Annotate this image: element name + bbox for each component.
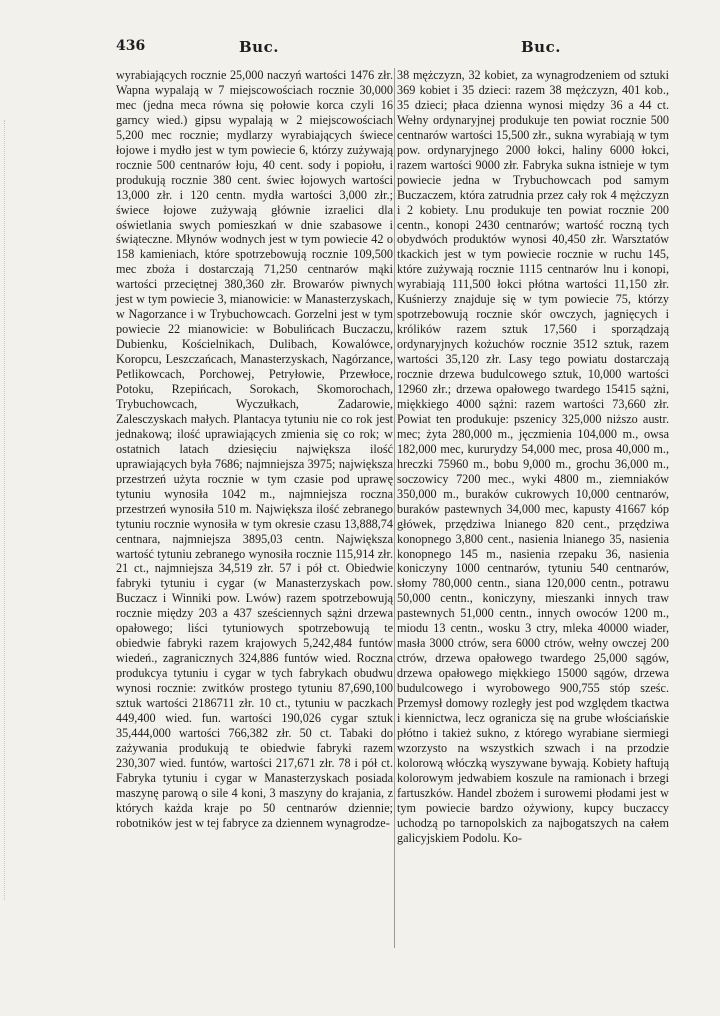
running-head-left: Buc. (239, 38, 279, 56)
page-number: 436 (116, 38, 146, 54)
text-column-left (116, 68, 393, 831)
text-column-right (397, 68, 669, 846)
column-right-text: 38 mężczyzn, 32 kobiet, za wynagrodzeniem od sztuki 369 kobiet i 35 dzieci: razem 38 mężczyzn, 401 kob., 35 dzieci; płaca dzienna wynosi między 36 a 44 ct. Wełny ordynaryjnej produkuje ten powiat rocznie 500 centnarów wartości 15,500 złr., sukna wyrabiają w tym pow. ordynaryjnego 2000 łokci, haliny 6000 łokci, razem wartości 9000 złr. Fabryka sukna istnieje w tym powiecie jedna w Trybuchowcach pod samym Buczaczem, która zatrudnia przez cały rok 4 mężczyzn i 2 kobiety. Lnu produkuje ten powiat rocznie 200 centn., konopi 2430 centnarów; wartość roczną tych obydwóch produktów wynosi 40,450 złr. Warsztatów tkackich jest w tym powiecie rocznie w ruchu 145, które zużywają rocznie 1115 centnarów lnu i konopi, wyrabiają 111,500 łokci płótna wartości 11,150 złr. Kuśnierzy znajduje się w tym powiecie 75, którzy spotrzebowują rocznie skór owczych, jagnięcych i królików razem sztuk 17,560 i sporządzają ordynaryjnych kożuchów rocznie 3512 sztuk, razem wartości 35,120 złr. Lasy tego powiatu dostarczają rocznie drzewa budulcowego sztuk, 10,000 wartości 12960 złr.; drzewa opałowego twardego 15415 sążni, miękkiego 4000 sążni: razem wartości 73,660 złr. Powiat ten produkuje: pszenicy 325,000 niższo austr. mec; żyta 280,000 m., jęczmienia 104,000 m., owsa 182,000 mec, kururydzy 54,000 mec, prosa 40,000 m., hreczki 75960 m., bobu 9,000 m., grochu 36,000 m., soczowicy 7200 mec., wyki 4800 m., ziemniaków 350,000 m., buraków cukrowych 10,000 centnarów, buraków pastewnych 34,000 mec, kapusty 41667 kóp główek, przędziwa lnianego 820 cent., przędziwa konopnego 3,800 cent., nasienia lnianego 35, nasienia konopnego 145 m., nasienia rzepaku 36, nasienia koniczyny 1000 centnarów, tytuniu 540 centnarów, słomy 780,000 centn., siana 120,000 centn., potrawu 50,000 centn., koniczyny, mieszanki innych traw pastewnych 51,000 centn., innych owoców 1200 m., miodu 13 centn., wosku 3 ctry, mleka 40000 wiader, masła 3000 ctrów, sera 6000 ctrów, wełny owczej 200 ctrów, drzewa opałowego twardego 25,000 sągów, drzewa opałowego miękkiego 15000 sągów, drzewa budulcowego i wyrobowego 900,755 stóp sześc. Przemysł domowy rozległy jest pod względem tkactwa i kiennictwa, lecz ogranicza się na grube włościańskie płótno i takież sukno, z którego wyrabiane siermiegi wzorzysto na wszystkich szwach i na przodzie kolorową włóczką wyszywane bywają. Kobiety haftują kolorowym jedwabiem koszule na ramionach i brzegi fartuszków. Handel zbożem i surowemi płodami jest w tym powiecie bardzo ożywiony, kupcy buczaccy uchodzą po tarnopolskich za najbogatszych na całem galicyjskiem Podolu. Ko- (397, 68, 669, 845)
page-header (116, 38, 670, 58)
running-head-right: Buc. (521, 38, 561, 56)
column-divider (394, 68, 395, 948)
column-left-text: wyrabiających rocznie 25,000 naczyń wartości 1476 złr. Wapna wypalają w 7 miejscowościach rocznie 30,000 mec (jedna meca równa się połowie korca czyli 16 garncy wied.) gipsu wypalają w 2 miejscowościach 5,200 mec rocznie; mydlarzy wyrabiających świece łojowe i mydło jest w tym powiecie 6, którzy zużywają rocznie 500 centnarów łoju, 40 cent. sody i popiołu, i produkują rocznie 380 cent. świec łojowych wartości 13,000 złr. i 120 centn. mydła wartości 3,000 złr.; świece łojowe zużywają głównie izraelici dla oświetlania swych pomieszkań w dnie szabasowe i świąteczne. Młynów wodnych jest w tym powiecie 42 o 158 kamieniach, które spotrzebowują rocznie 109,500 mec zboża i dostarczają 71,250 centnarów mąki wartości przeciętnej 380,360 złr. Browarów piwnych jest w tym powiecie 3, mianowicie: w Manasterzyskach, w Nagorzance i w Trybuchowcach. Gorzelni jest w tym powiecie 22 mianowicie: w Bobulińcach Buczaczu, Dubienku, Kościelnikach, Dulibach, Kowalówce, Koropcu, Leszczańcach, Manasterzyskach, Nagórzance, Petlikowcach, Porchowej, Petryłowie, Przewłoce, Potoku, Rzepińcach, Sorokach, Skomorochach, Trybuchowcach, Wyczułkach, Zadarowie, Zalesczyskach małych. Plantacya tytuniu nie co rok jest jednakową; ilość uprawiających zmienia się co rok; w ostatnich latach dziesięciu największa ilość uprawiających była 7686; najmniejsza 3975; największa przestrzeń użyta rocznie w tym czasie pod uprawę tytuniu wynosiła 1042 m., najmniejsza roczna przestrzeń wynosiła 510 m. Największa ilość zebranego tytuniu rocznie wynosiła w tym okresie czasu 13,888,74 centnara, najmniejsza 3895,03 centn. Największa wartość tytuniu zebranego wynosiła rocznie 115,914 złr. 21 ct., najmniejsza 34,519 złr. 57 i pół ct. Obiedwie fabryki tytuniu i cygar (w Manasterzyskach pow. Buczacz i Winniki pow. Lwów) razem spotrzebowują rocznie między 203 a 437 sześciennych sążni drzewa opałowego; liści tytuniowych spotrzebowują te obiedwie fabryki razem krajowych 5,242,484 funtów wiedeń., zagranicznych 324,886 funtów wied. Roczna produkcya tytuniu i cygar w tych fabrykach obudwu wynosi rocznie: zwitków prostego tytuniu 87,690,100 sztuk wartości 2186711 złr. 10 ct., tytuniu w paczkach 449,400 wied. fun. wartości 190,026 cygar sztuk 35,444,000 wartości 766,382 złr. 50 ct. Tabaki do zażywania produkują te obiedwie fabryki razem 230,307 wied. funtów, wartości 217,671 złr. 78 i pół ct. Fabryka tytuniu i cygar w Manasterzyskach posiada maszynę parową o sile 4 koni, 3 maszyny do krajania, z których każda kraje po 50 centnarów dziennie; robotników jest w tej fabryce za dziennem wynagrodze- (116, 68, 393, 830)
page-gutter-edge (4, 120, 6, 900)
